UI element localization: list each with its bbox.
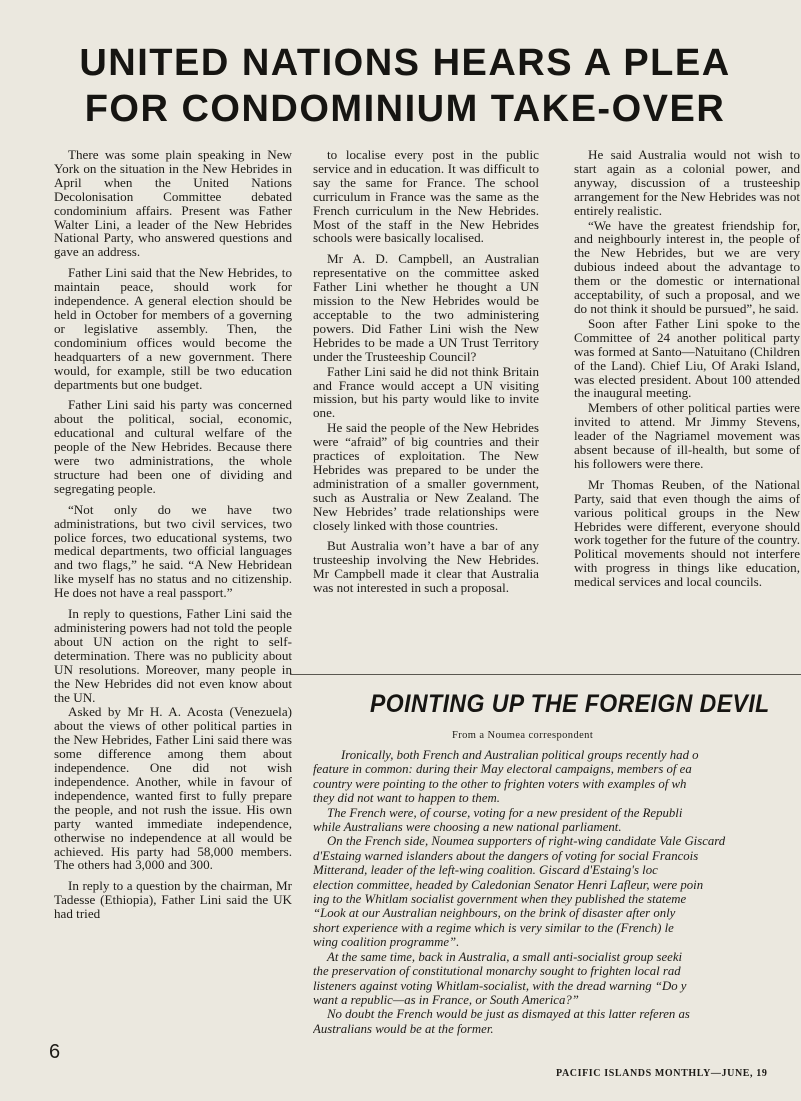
sidebar-headline: POINTING UP THE FOREIGN DEVIL: [370, 690, 770, 718]
paragraph: Father Lini said that the New Hebrides, to maintain peace, should work for independence. A general election should be held in October for members of a governing or legislative assembly. Then, the condominium offices would become the headquarters of a new government. There would, for example, still be two education departments but one budget.: [54, 265, 292, 392]
sidebar-story: [313, 748, 801, 1048]
paragraph: “We have the greatest friendship for, and neighbourly interest in, the people of the New Hebrides, but we are very dubious indeed about the advantage to them or the domestic or international acceptability, of such a proposal, and we do not think it should be pursued”, he said.: [574, 217, 800, 316]
article-column-1: [54, 148, 292, 1056]
sidebar-byline: From a Noumea correspondent: [452, 730, 594, 741]
paragraph: Soon after Father Lini spoke to the Committee of 24 another political party was formed at Santo—Natuitano (Children of the Land). Chief Liu, Of Araki Island, was elected president. About 100 attended the inaugural meeting.: [574, 315, 800, 401]
paragraph: Mr A. D. Campbell, an Australian representative on the committee asked Father Lini whether he thought a UN mission to the New Hebrides would be acceptable to the two administering powers. Did Father Lini wish the New Hebrides to be made a UN Trust Territory under the Trusteeship Council?: [313, 251, 539, 364]
article-headline: [40, 40, 770, 132]
paragraph: Asked by Mr H. A. Acosta (Venezuela) about the views of other political parties in the New Hebrides, Father Lini said there was some difference among them about independence. One did not wish independence. Another, while in favour of independence, wanted first to fully prepare the people, and not rush the issue. His own party wanted immediate independence, otherwise no independence at all would be achieved. His party had 58,000 members. The others had 3,000 and 300.: [54, 704, 292, 873]
headline-line-2: FOR CONDOMINIUM TAKE-OVER: [84, 88, 726, 130]
paragraph: No doubt the French would be just as dismayed at this latter referen as Australians would be at the former.: [313, 1007, 690, 1036]
paragraph: “Not only do we have two administrations, but two civil services, two police forces, two educational systems, two medical departments, two official languages and two flags,” he said. “A New Hebridean like myself has no status and no citizenship. He does not have a real passport.”: [54, 501, 292, 601]
paragraph: There was some plain speaking in New York on the situation in the New Hebrides in April when the United Nations Decolonisation Committee debated condominium affairs. Present was Father Walter Lini, a leader of the New Hebrides National Party, who answered questions and gave an address.: [54, 148, 292, 260]
paragraph: Members of other political parties were invited to attend. Mr Jimmy Stevens, leader of the Nagriamel movement was absent because of ill-health, but some of his followers were there.: [574, 400, 800, 471]
page-number: 6: [49, 1041, 61, 1063]
paragraph: He said the people of the New Hebrides were “afraid” of big countries and their practices of exploitation. The New Hebrides was prepared to be under the administration of a smaller government, such as Australia or New Zealand. The New Hebrides’ trade relationships were closely linked with those countries.: [313, 420, 539, 533]
section-divider: [290, 674, 801, 675]
paragraph: In reply to questions, Father Lini said the administering powers had not told the people about UN action on the right to self-determination. There was no publicity about UN resolutions. Moreover, many people in the New Hebrides did not even know about the UN.: [54, 606, 292, 705]
paragraph: Ironically, both French and Australian political groups recently had o feature in common: during their May electoral campaigns, members of ea country were pointing to the other to frighten voters with examples of wh they did not want to happen to them.: [313, 748, 699, 806]
paragraph: He said Australia would not wish to start again as a colonial power, and anyway, discussion of a trusteeship arrangement for the New Hebrides was not entirely realistic.: [574, 148, 800, 218]
paragraph: In reply to a question by the chairman, Mr Tadesse (Ethiopia), Father Lini said the UK had tried: [54, 878, 292, 922]
article-column-3: [574, 148, 800, 698]
paragraph: Mr Thomas Reuben, of the National Party, said that even though the aims of various political groups in the New Hebrides were different, everyone should work together for the future of the country. Political movements should not interfere with progress in things like education, medical services and local councils.: [574, 476, 800, 590]
paragraph: But Australia won’t have a bar of any trusteeship involving the New Hebrides. Mr Campbell made it clear that Australia was not interested in such a proposal.: [313, 538, 539, 596]
paragraph: On the French side, Noumea supporters of right-wing candidate Vale Giscard d'Estaing warned islanders about the dangers of voting for social Francois Mitterand, leader of the left-wing coalition. Giscard d'Estaing's loc election committee, headed by Caledonian Senator Henri Lafleur, were poin ing to the Whitlam socialist government when they published the stateme “Look at our Australian neighbours, on the brink of disaster after only short experience with a regime which is very similar to the (French) le wing coalition programme”.: [313, 834, 726, 950]
paragraph: Father Lini said he did not think Britain and France would accept a UN visiting mission, but his party would like to invite one.: [313, 363, 539, 421]
paragraph: At the same time, back in Australia, a small anti-socialist group seeki the preservation of constitutional monarchy sought to frighten local rad listeners against voting Whitlam-socialist, with the dread warning “Do y want a republic—as in France, or South America?”: [313, 949, 687, 1007]
article-column-2: [313, 148, 539, 698]
headline-line-1: UNITED NATIONS HEARS A PLEA: [79, 42, 731, 84]
paragraph: Father Lini said his party was concerned about the political, social, economic, educational and cultural welfare of the people of the New Hebrides. Because there were two administrations, the whole structure had been one of dividing and segregating people.: [54, 397, 292, 496]
paragraph: The French were, of course, voting for a new president of the Republi while Australians were choosing a new national parliament.: [313, 805, 683, 835]
running-footer: PACIFIC ISLANDS MONTHLY—JUNE, 19: [556, 1068, 768, 1079]
paragraph: to localise every post in the public service and in education. It was difficult to say the same for France. The school curriculum in France was the same as the French curriculum in the New Hebrides. Most of the staff in the New Hebrides schools were basically localised.: [313, 148, 539, 246]
